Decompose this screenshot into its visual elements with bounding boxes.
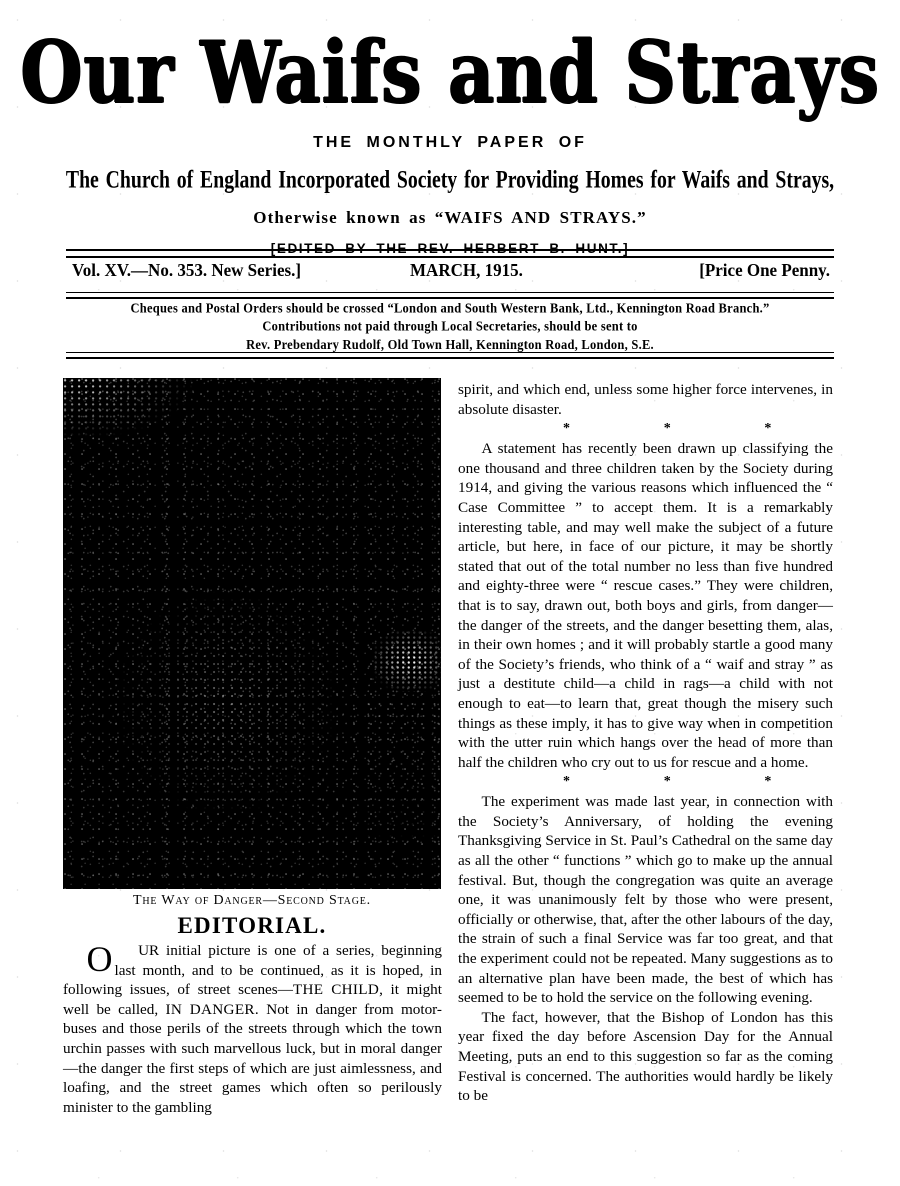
editorial-para1-head: UR initial picture is one of a series, beginning last month, and to be continued, as it is hoped, in following issues, of street scenes—	[63, 942, 442, 999]
editorial-first-paragraph	[63, 941, 442, 1117]
horizontal-rule-top	[66, 249, 834, 258]
horizontal-rule-middle	[66, 292, 834, 299]
editorial-photograph	[63, 378, 441, 889]
photo-highlight-top-left	[63, 378, 193, 438]
volume-date-price-line	[70, 260, 830, 288]
editorial-para1-mid: , it might well be called,	[63, 981, 442, 1018]
volume-number: Vol. XV.—No. 353. New Series.]	[72, 260, 302, 281]
star-glyph: *	[563, 421, 570, 437]
masthead-otherwise-line: Otherwise known as “WAIFS AND STRAYS.”	[253, 208, 647, 227]
right-para-experiment: The experiment was made last year, in connection with the Society’s Anniversary, of holding the evening Thanksgiving Service in St. Paul’s Cathedral on the same day as all the other “ functions ” which go to make up the annual festival. But, though the congregation was quite an average one, it was unanimously felt by those who were present, officially or otherwise, that, after the other labours of the day, the strain of such a final Service was far too great, and that the experiment could not be repeated. Many suggestions as to an alternative plan have been made, the best of which has seemed to be to hold the service on the following evening.	[458, 793, 833, 1007]
editorial-smallcaps-in-danger: IN DANGER.	[165, 1000, 259, 1018]
star-glyph: *	[764, 774, 772, 790]
notice-address-line: Rev. Prebendary Rudolf, Old Town Hall, Kennington Road, London, S.E.	[246, 337, 654, 352]
column-right	[458, 380, 833, 1106]
star-glyph: *	[764, 421, 772, 437]
star-glyph: *	[563, 774, 570, 790]
photo-mottle-center	[111, 588, 341, 818]
editorial-heading: EDITORIAL.	[177, 913, 327, 938]
issue-price: [Price One Penny.	[699, 260, 830, 281]
editorial-smallcaps-the-child: THE CHILD	[292, 981, 380, 999]
editorial-para1-tail: Not in danger from motor-buses and those perils of the streets through which the town urchin passes with such marvellous luck, but in moral danger—the danger the first steps of which are just aimlessness, and loafing, and the street games which often so perilously minister to the gambling	[63, 1000, 442, 1116]
masthead	[0, 22, 900, 256]
notice-contributions-line: Contributions not paid through Local Secretaries, should be sent to	[262, 319, 638, 334]
star-divider-1	[458, 419, 833, 439]
publication-title: Our Waifs and Strays	[20, 22, 880, 123]
column-left	[63, 941, 442, 1117]
masthead-monthly-line: THE MONTHLY PAPER OF	[313, 134, 587, 151]
right-para-continued: spirit, and which end, unless some higher force intervenes, in absolute disaster.	[458, 381, 833, 418]
issue-date: MARCH, 1915.	[410, 260, 523, 281]
right-para-fact: The fact, however, that the Bishop of London has this year fixed the day before Ascension Day for the Annual Meeting, puts an end to this suggestion so far as the coming Festival is concerned. The authorities would hardly be likely to be	[458, 1008, 833, 1105]
photo-bright-patch-right	[373, 630, 441, 692]
photo-mottle-lower-right	[363, 698, 441, 848]
right-para-statement: A statement has recently been drawn up classifying the one thousand and three children taken by the Society during 1914, and giving the various reasons which influenced the “ Case Committee ” to accept them. It is a remarkably interesting table, and may well make the subject of a future article, but here, in face of our picture, it may be shortly stated that out of the total number no less than five hundred and eighty-three were “ rescue cases.” They were children, that is to say, drawn out, both boys and girls, from danger—the danger of the streets, and the danger besetting them, alas, in their own homes ; and it will probably startle a good many of the Society’s friends, who think of a “ waif and stray ” as just a destitute child—a child in rags—a child with not enough to eat—to learn that, great though the misery such things as these imply, it has to give way when in competition with the utter ruin which hangs over the head of more than half the children who cry out to us for rescue and a home.	[458, 440, 833, 771]
notice-cheques-line: Cheques and Postal Orders should be crossed “London and South Western Bank, Ltd., Kennington Road Branch.”	[130, 301, 770, 316]
masthead-society-line: The Church of England Incorporated Society for Providing Homes for Waifs and Strays,	[65, 164, 835, 194]
star-divider-2	[458, 772, 833, 792]
masthead-editor-line: [EDITED BY THE REV. HERBERT B. HUNT.]	[270, 241, 630, 256]
photo-caption: The Way of Danger—Second Stage.	[133, 893, 371, 908]
star-glyph: *	[663, 774, 671, 790]
star-glyph: *	[663, 421, 671, 437]
payment-notice-block	[66, 300, 834, 354]
drop-cap: O	[86, 939, 113, 979]
